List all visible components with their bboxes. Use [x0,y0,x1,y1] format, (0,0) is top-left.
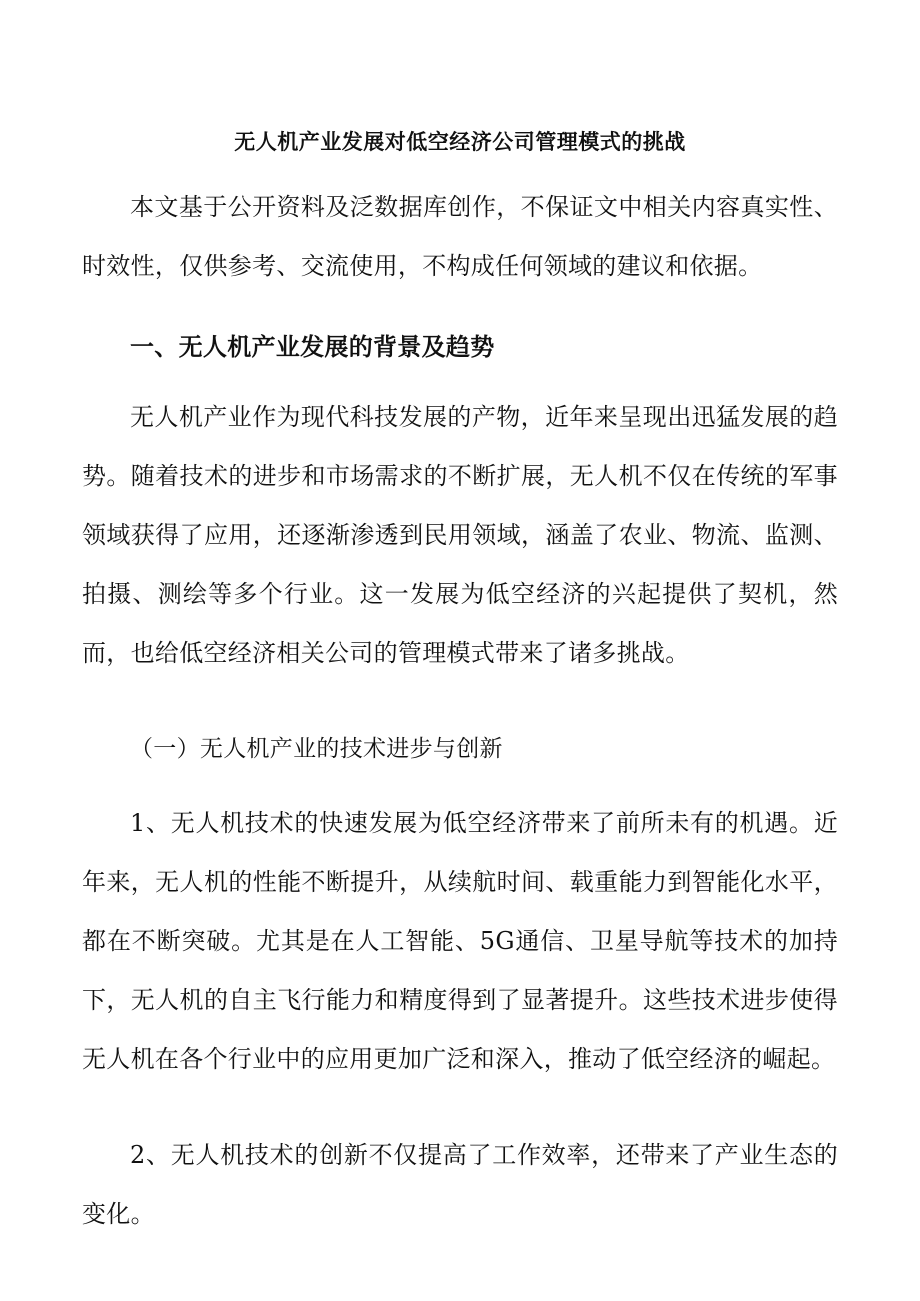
list-item-paragraph: 1、无人机技术的快速发展为低空经济带来了前所未有的机遇。近年来，无人机的性能不断提升，从续航时间、载重能力到智能化水平，都在不断突破。尤其是在人工智能、5G通信、卫星导航等技术的加持下，无人机的自主飞行能力和精度得到了显著提升。这些技术进步使得无人机在各个行业中的应用更加广泛和深入，推动了低空经济的崛起。 [82,809,838,1073]
section-heading: 一、无人机产业发展的背景及趋势 [130,332,495,361]
document-title: 无人机产业发展对低空经济公司管理模式的挑战 [234,129,686,154]
subsection-heading: （一）无人机产业的技术进步与创新 [130,736,503,762]
list-item-paragraph: 2、无人机技术的创新不仅提高了工作效率，还带来了产业生态的变化。 [82,1141,838,1228]
body-paragraph: 无人机产业作为现代科技发展的产物，近年来呈现出迅猛发展的趋势。随着技术的进步和市场需求的不断扩展，无人机不仅在传统的军事领域获得了应用，还逐渐渗透到民用领域，涵盖了农业、物流、监测、拍摄、测绘等多个行业。这一发展为低空经济的兴起提供了契机，然而，也给低空经济相关公司的管理模式带来了诸多挑战。 [82,403,838,667]
disclaimer-paragraph: 本文基于公开资料及泛数据库创作，不保证文中相关内容真实性、时效性，仅供参考、交流使用，不构成任何领域的建议和依据。 [82,193,838,280]
